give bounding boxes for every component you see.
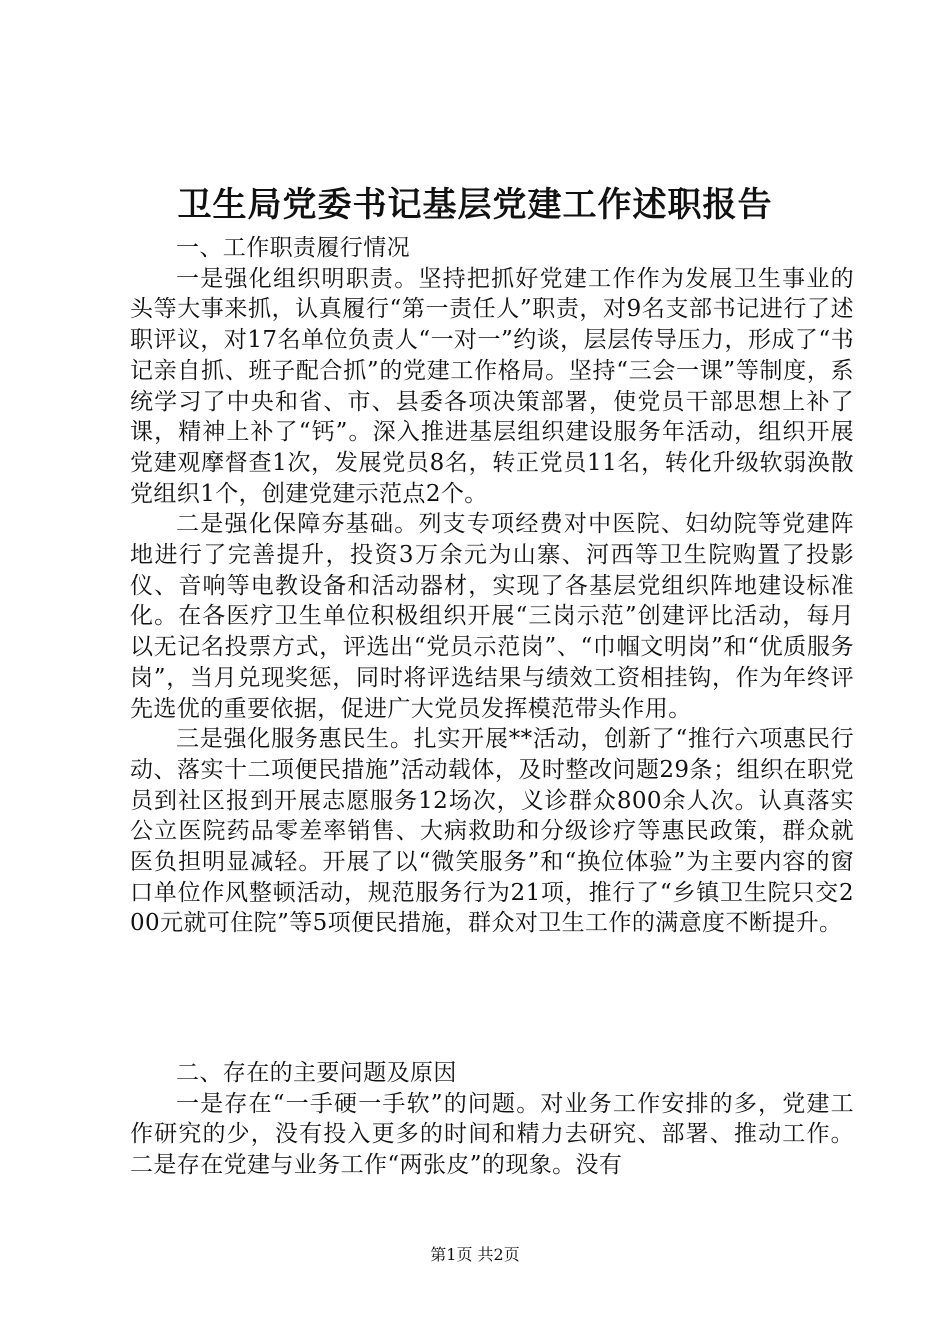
section-1	[130, 233, 854, 939]
document-title: 卫生局党委书记基层党建工作述职报告	[177, 185, 773, 225]
section-2-heading: 二、存在的主要问题及原因	[176, 1060, 457, 1086]
paragraph: 一是强化组织明职责。坚持把抓好党建工作作为发展卫生事业的头等大事来抓，认真履行“第一责任人”职责，对9名支部书记进行了述职评议，对17名单位负责人“一对一”约谈，层层传导压力，形成了“书记亲自抓、班子配合抓”的党建工作格局。坚持“三会一课”等制度，系统学习了中央和省、市、县委各项决策部署，使党员干部思想上补了课，精神上补了“钙”。深入推进基层组织建设服务年活动，组织开展党建观摩督查1次，发展党员8名，转正党员11名，转化升级软弱涣散党组织1个，创建党建示范点2个。	[130, 265, 854, 507]
section-2	[130, 1058, 854, 1181]
paragraph: 三是强化服务惠民生。扎实开展**活动，创新了“推行六项惠民行动、落实十二项便民措施”活动载体，及时整改问题29条；组织在职党员到社区报到开展志愿服务12场次，义诊群众800余人次。认真落实公立医院药品零差率销售、大病救助和分级诊疗等惠民政策，群众就医负担明显减轻。开展了以“微笑服务”和“换位体验”为主要内容的窗口单位作风整顿活动，规范服务行为21项，推行了“乡镇卫生院只交200元就可住院”等5项便民措施，群众对卫生工作的满意度不断提升。	[130, 726, 854, 937]
paragraph: 一是存在“一手硬一手软”的问题。对业务工作安排的多，党建工作研究的少，没有投入更多的时间和精力去研究、部署、推动工作。二是存在党建与业务工作“两张皮”的现象。没有	[130, 1090, 854, 1179]
paragraph: 二是强化保障夯基础。列支专项经费对中医院、妇幼院等党建阵地进行了完善提升，投资3万余元为山寨、河西等卫生院购置了投影仪、音响等电教设备和活动器材，实现了各基层党组织阵地建设标准化。在各医疗卫生单位积极组织开展“三岗示范”创建评比活动，每月以无记名投票方式，评选出“党员示范岗”、“巾帼文明岗”和“优质服务岗”，当月兑现奖惩，同时将评选结果与绩效工资相挂钩，作为年终评先选优的重要依据，促进广大党员发挥模范带头作用。	[130, 511, 854, 722]
section-1-heading: 一、工作职责履行情况	[176, 235, 410, 261]
page-number-footer: 第1页 共2页	[430, 1245, 520, 1264]
